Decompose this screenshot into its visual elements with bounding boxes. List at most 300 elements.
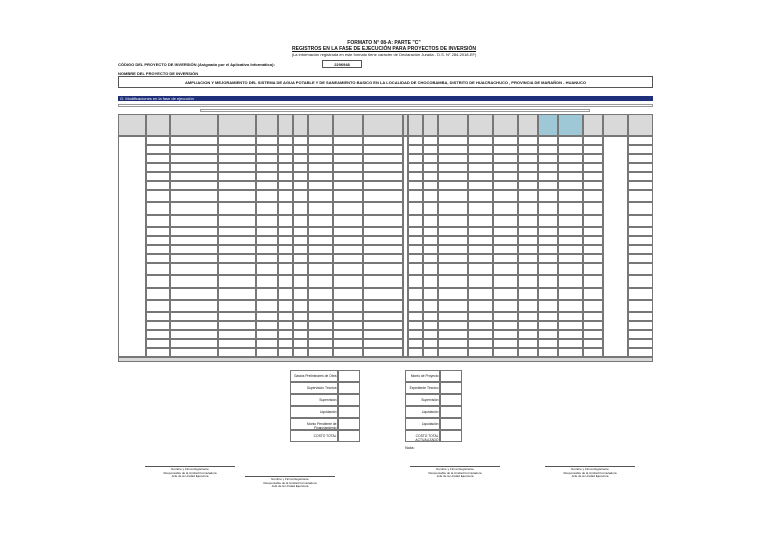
table-cell xyxy=(538,236,558,245)
table-cell xyxy=(423,136,438,145)
table-cell xyxy=(423,202,438,215)
table-cell xyxy=(333,339,363,348)
table-cell xyxy=(558,288,583,300)
table-cell xyxy=(170,202,218,215)
table-cell xyxy=(218,236,256,245)
signature-block xyxy=(400,468,510,479)
table-cell xyxy=(438,136,468,145)
summary-value xyxy=(338,418,360,430)
table-cell xyxy=(583,245,603,254)
table-cell xyxy=(293,254,308,263)
table-cell xyxy=(363,330,403,339)
table-cell xyxy=(293,181,308,190)
table-cell xyxy=(363,321,403,330)
table-cell xyxy=(408,215,423,227)
table-cell xyxy=(518,245,538,254)
table-cell xyxy=(628,245,653,254)
table-cell xyxy=(558,215,583,227)
table-cell xyxy=(423,254,438,263)
table-cell xyxy=(558,154,583,163)
table-cell xyxy=(170,172,218,181)
table-cell xyxy=(363,300,403,312)
table-cell xyxy=(256,288,278,300)
table-cell xyxy=(583,181,603,190)
table-cell xyxy=(218,330,256,339)
table-cell xyxy=(468,227,493,236)
table-cell xyxy=(628,145,653,154)
table-cell xyxy=(583,190,603,202)
table-cell xyxy=(308,236,333,245)
table-cell xyxy=(218,136,256,145)
table-cell xyxy=(518,254,538,263)
table-cell xyxy=(293,236,308,245)
table-cell xyxy=(170,236,218,245)
table-cell xyxy=(438,245,468,254)
table-cell xyxy=(308,154,333,163)
table-cell xyxy=(218,321,256,330)
table-cell xyxy=(278,181,293,190)
table-cell xyxy=(518,136,538,145)
table-cell xyxy=(408,321,423,330)
table-cell xyxy=(278,321,293,330)
table-cell xyxy=(363,236,403,245)
table-cell xyxy=(438,312,468,321)
table-cell xyxy=(438,145,468,154)
table-cell xyxy=(170,288,218,300)
table-cell xyxy=(333,330,363,339)
table-cell xyxy=(333,288,363,300)
table-cell xyxy=(363,275,403,288)
table-cell xyxy=(333,348,363,357)
table-cell xyxy=(333,321,363,330)
table-cell xyxy=(256,181,278,190)
table-cell xyxy=(583,288,603,300)
table-cell xyxy=(146,172,170,181)
table-cell xyxy=(293,202,308,215)
table-cell xyxy=(170,145,218,154)
table-cell xyxy=(493,348,518,357)
table-cell xyxy=(408,181,423,190)
table-cell xyxy=(628,190,653,202)
table-cell xyxy=(438,300,468,312)
table-cell xyxy=(170,136,218,145)
table-cell xyxy=(408,300,423,312)
table-cell xyxy=(278,154,293,163)
table-cell xyxy=(558,254,583,263)
table-header-cell xyxy=(558,114,583,136)
table-cell xyxy=(333,154,363,163)
table-cell xyxy=(423,330,438,339)
table-header-cell xyxy=(146,114,170,136)
table-cell xyxy=(493,136,518,145)
table-cell xyxy=(333,190,363,202)
table-cell xyxy=(558,330,583,339)
table-cell xyxy=(493,227,518,236)
table-cell xyxy=(423,181,438,190)
table-cell xyxy=(170,254,218,263)
table-cell xyxy=(493,163,518,172)
table-cell xyxy=(438,190,468,202)
table-cell xyxy=(218,288,256,300)
format-subtitle: REGISTROS EN LA FASE DE EJECUCIÓN PARA PROYECTOS DE INVERSIÓN xyxy=(292,46,476,52)
table-cell xyxy=(408,288,423,300)
table-cell xyxy=(256,236,278,245)
table-cell xyxy=(493,236,518,245)
table-cell xyxy=(438,215,468,227)
table-cell xyxy=(423,300,438,312)
code-label: CÓDIGO DEL PROYECTO DE INVERSIÓN (Asignado por el Aplicativo Informático): xyxy=(118,62,275,67)
summary-left xyxy=(290,370,360,442)
summary-value xyxy=(440,418,462,430)
table-cell xyxy=(438,339,468,348)
table-cell xyxy=(308,245,333,254)
table-cell xyxy=(423,263,438,275)
table-cell xyxy=(408,263,423,275)
table-cell xyxy=(558,236,583,245)
table-cell xyxy=(363,348,403,357)
table-cell xyxy=(558,348,583,357)
table-cell xyxy=(558,263,583,275)
table-cell xyxy=(278,172,293,181)
signature-text: Responsable de la Unidad Formuladora xyxy=(563,470,617,475)
table-cell xyxy=(308,288,333,300)
table-cell xyxy=(423,339,438,348)
table-cell xyxy=(558,321,583,330)
signature-text: Jefe de la Unidad Ejecutora xyxy=(571,474,609,479)
table-header-cell xyxy=(308,114,333,136)
table-cell xyxy=(256,136,278,145)
table-cell xyxy=(583,339,603,348)
table-cell xyxy=(628,254,653,263)
table-cell xyxy=(363,245,403,254)
table-cell xyxy=(218,190,256,202)
table-cell xyxy=(278,339,293,348)
table-cell xyxy=(146,339,170,348)
sub-bar-2 xyxy=(200,109,590,112)
table-cell xyxy=(218,163,256,172)
table-cell xyxy=(308,181,333,190)
table-cell xyxy=(256,190,278,202)
table-cell xyxy=(438,154,468,163)
table-cell xyxy=(438,275,468,288)
summary-label: Liquidación xyxy=(405,406,440,418)
table-cell xyxy=(308,136,333,145)
summary-label: COSTO TOTAL xyxy=(290,430,338,442)
table-cell xyxy=(293,263,308,275)
table-cell xyxy=(146,330,170,339)
summary-label: Monto de Proyecto xyxy=(405,370,440,382)
table-cell xyxy=(468,215,493,227)
table-cell xyxy=(468,330,493,339)
table-cell xyxy=(308,300,333,312)
table-cell xyxy=(218,245,256,254)
table-cell xyxy=(438,163,468,172)
table-cell xyxy=(146,321,170,330)
table-cell xyxy=(438,288,468,300)
table-header-cell xyxy=(468,114,493,136)
table-cell xyxy=(518,312,538,321)
table-cell xyxy=(438,348,468,357)
summary-value xyxy=(338,406,360,418)
table-cell xyxy=(170,163,218,172)
table-cell xyxy=(518,172,538,181)
table-cell xyxy=(293,215,308,227)
table-cell xyxy=(363,254,403,263)
table-cell xyxy=(308,227,333,236)
table-cell xyxy=(538,288,558,300)
table-cell xyxy=(468,348,493,357)
table-cell xyxy=(218,227,256,236)
table-cell xyxy=(558,190,583,202)
code-box xyxy=(322,60,362,68)
table-cell xyxy=(218,312,256,321)
table-cell xyxy=(538,202,558,215)
table-cell xyxy=(308,321,333,330)
summary-value xyxy=(338,370,360,382)
table-cell xyxy=(628,321,653,330)
table-cell xyxy=(308,163,333,172)
table-cell xyxy=(170,330,218,339)
table-cell xyxy=(493,202,518,215)
format-title: FORMATO N° 08-A: PARTE "C" xyxy=(347,40,421,46)
table-cell xyxy=(218,263,256,275)
table-cell xyxy=(518,154,538,163)
table-cell xyxy=(518,190,538,202)
table-cell xyxy=(293,330,308,339)
summary-value xyxy=(440,394,462,406)
table-cell xyxy=(146,202,170,215)
table-cell xyxy=(538,172,558,181)
signature-text: Nombre y Firma Registrante xyxy=(271,477,309,481)
table-cell xyxy=(468,254,493,263)
table-cell xyxy=(518,300,538,312)
signature-text: Responsable de la Unidad Formuladora xyxy=(163,470,217,475)
table-cell xyxy=(628,172,653,181)
table-cell xyxy=(278,288,293,300)
table-cell xyxy=(468,154,493,163)
signature-text: Nombre y Firma Registrante xyxy=(571,467,609,471)
table-cell xyxy=(628,202,653,215)
table-cell xyxy=(538,145,558,154)
table-cell xyxy=(170,312,218,321)
table-total-row xyxy=(118,357,653,362)
table-cell xyxy=(408,145,423,154)
table-cell xyxy=(408,254,423,263)
table-cell xyxy=(293,136,308,145)
signature-block xyxy=(235,478,345,489)
table-cell xyxy=(170,263,218,275)
table-cell xyxy=(628,236,653,245)
summary-value xyxy=(440,430,462,442)
table-merged-cell xyxy=(118,136,146,357)
summary-value xyxy=(440,382,462,394)
table-cell xyxy=(423,163,438,172)
summary-right xyxy=(405,370,495,442)
table-cell xyxy=(146,181,170,190)
table-cell xyxy=(493,288,518,300)
table-cell xyxy=(363,215,403,227)
table-cell xyxy=(333,254,363,263)
table-cell xyxy=(293,163,308,172)
table-cell xyxy=(538,339,558,348)
table-cell xyxy=(278,330,293,339)
table-cell xyxy=(583,321,603,330)
table-cell xyxy=(468,288,493,300)
table-cell xyxy=(438,254,468,263)
table-cell xyxy=(363,227,403,236)
table-cell xyxy=(493,300,518,312)
table-cell xyxy=(363,172,403,181)
table-header-cell xyxy=(256,114,278,136)
table-cell xyxy=(583,202,603,215)
table-cell xyxy=(293,172,308,181)
table-cell xyxy=(218,172,256,181)
table-cell xyxy=(468,181,493,190)
table-cell xyxy=(558,339,583,348)
table-cell xyxy=(256,330,278,339)
table-cell xyxy=(256,300,278,312)
table-cell xyxy=(538,136,558,145)
table-cell xyxy=(423,275,438,288)
signature-text: Jefe de la Unidad Ejecutora xyxy=(271,484,309,489)
table-cell xyxy=(408,202,423,215)
table-cell xyxy=(278,348,293,357)
table-cell xyxy=(468,245,493,254)
table-cell xyxy=(170,181,218,190)
table-cell xyxy=(538,245,558,254)
table-cell xyxy=(256,312,278,321)
table-cell xyxy=(278,136,293,145)
table-cell xyxy=(333,263,363,275)
table-cell xyxy=(518,163,538,172)
table-cell xyxy=(423,288,438,300)
table-cell xyxy=(308,190,333,202)
table-cell xyxy=(538,348,558,357)
table-cell xyxy=(583,300,603,312)
table-cell xyxy=(146,145,170,154)
table-cell xyxy=(583,154,603,163)
signature-text: Responsable de la Unidad Formuladora xyxy=(263,480,317,485)
summary-value xyxy=(338,382,360,394)
table-cell xyxy=(408,190,423,202)
table-cell xyxy=(278,202,293,215)
table-header-cell xyxy=(628,114,653,136)
table-cell xyxy=(363,339,403,348)
table-cell xyxy=(408,227,423,236)
table-cell xyxy=(558,300,583,312)
table-cell xyxy=(583,263,603,275)
table-header-cell xyxy=(493,114,518,136)
table-cell xyxy=(170,348,218,357)
table-cell xyxy=(628,348,653,357)
table-cell xyxy=(278,163,293,172)
table-cell xyxy=(278,236,293,245)
table-cell xyxy=(423,348,438,357)
table-cell xyxy=(293,348,308,357)
table-cell xyxy=(408,330,423,339)
table-cell xyxy=(538,300,558,312)
table-cell xyxy=(308,172,333,181)
table-cell xyxy=(558,227,583,236)
table-cell xyxy=(583,330,603,339)
format-note: (La información registrada en este formato tiene carácter de Declaración Jurada - D.S. N° 284-2018-EF) xyxy=(291,52,477,57)
table-cell xyxy=(438,321,468,330)
table-cell xyxy=(146,227,170,236)
table-cell xyxy=(218,145,256,154)
table-cell xyxy=(408,245,423,254)
table-cell xyxy=(558,145,583,154)
table-cell xyxy=(146,154,170,163)
table-cell xyxy=(278,254,293,263)
table-cell xyxy=(256,245,278,254)
table-cell xyxy=(146,263,170,275)
name-label: NOMBRE DEL PROYECTO DE INVERSIÓN xyxy=(118,71,199,76)
table-cell xyxy=(538,181,558,190)
table-cell xyxy=(363,145,403,154)
table-cell xyxy=(628,263,653,275)
table-cell xyxy=(278,190,293,202)
table-cell xyxy=(170,275,218,288)
summary-value xyxy=(338,430,360,442)
table-cell xyxy=(468,202,493,215)
signature-block xyxy=(135,468,245,479)
table-cell xyxy=(518,227,538,236)
table-cell xyxy=(408,172,423,181)
table-cell xyxy=(423,172,438,181)
summary-label: Supervisión Técnica xyxy=(290,382,338,394)
table-cell xyxy=(333,181,363,190)
table-cell xyxy=(293,154,308,163)
section-bar-label: G. Modificaciones en la fase de ejecución xyxy=(120,96,194,101)
table-cell xyxy=(256,263,278,275)
table-cell xyxy=(558,172,583,181)
table-cell xyxy=(583,254,603,263)
table-cell xyxy=(583,172,603,181)
table-cell xyxy=(170,215,218,227)
table-cell xyxy=(628,163,653,172)
table-cell xyxy=(293,339,308,348)
modifications-table xyxy=(118,114,653,369)
table-cell xyxy=(293,321,308,330)
table-cell xyxy=(423,245,438,254)
table-cell xyxy=(518,339,538,348)
table-cell xyxy=(518,330,538,339)
table-cell xyxy=(293,300,308,312)
table-cell xyxy=(308,339,333,348)
summary-label: Supervisión xyxy=(290,394,338,406)
table-cell xyxy=(468,312,493,321)
table-cell xyxy=(423,215,438,227)
table-cell xyxy=(146,348,170,357)
table-cell xyxy=(363,154,403,163)
table-cell xyxy=(583,215,603,227)
table-cell xyxy=(583,136,603,145)
table-cell xyxy=(363,163,403,172)
table-cell xyxy=(146,136,170,145)
table-cell xyxy=(518,275,538,288)
table-cell xyxy=(558,136,583,145)
summary-value xyxy=(440,406,462,418)
table-cell xyxy=(628,136,653,145)
table-cell xyxy=(628,275,653,288)
table-cell xyxy=(583,348,603,357)
table-cell xyxy=(493,263,518,275)
table-cell xyxy=(333,136,363,145)
table-cell xyxy=(468,300,493,312)
table-cell xyxy=(256,145,278,154)
signature-text: Jefe de la Unidad Ejecutora xyxy=(436,474,474,479)
table-cell xyxy=(628,215,653,227)
